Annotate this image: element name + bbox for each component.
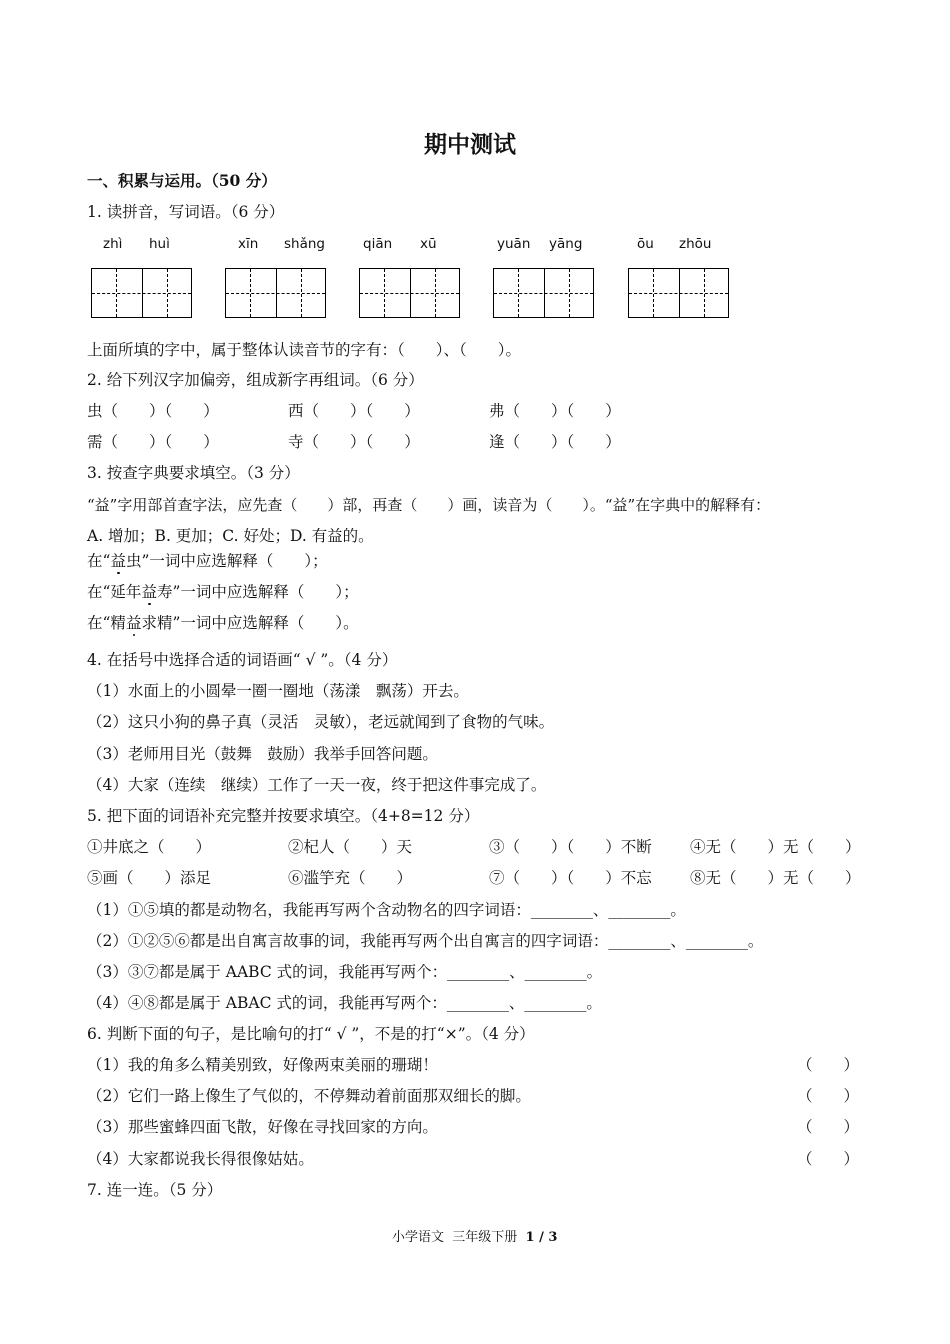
question-4-item: （4）大家（连续 继续）工作了一天一夜，终于把这件事完成了。 bbox=[87, 776, 547, 794]
section-heading: 一、积累与运用。（50 分） bbox=[87, 171, 277, 190]
question-5-item: （1）①⑤填的都是动物名，我能再写两个含动物名的四字词语：________、________。 bbox=[87, 901, 686, 919]
idiom-item: ③（ ）（ ）不断 bbox=[489, 838, 652, 856]
question-2-heading: 2. 给下列汉字加偏旁，组成新字再组词。（6 分） bbox=[87, 371, 424, 389]
question-7-heading: 7. 连一连。（5 分） bbox=[87, 1181, 223, 1199]
radical-item: 弗（ ）（ ） bbox=[489, 402, 621, 420]
page-title: 期中测试 bbox=[424, 131, 516, 158]
question-5-heading: 5. 把下面的词语补充完整并按要求填空。（4+8=12 分） bbox=[87, 807, 480, 825]
answer-blank[interactable]: （ ） bbox=[797, 1118, 860, 1136]
question-5-item: （3）③⑦都是属于 AABC 式的词，我能再写两个：________、________。 bbox=[87, 963, 603, 981]
question-3-line: 在“益虫”一词中应选解释（ ）； bbox=[87, 552, 328, 570]
question-1-followup: 上面所填的字中，属于整体认读音节的字有：（ ）、（ ）。 bbox=[87, 341, 522, 359]
radical-item: 寺（ ）（ ） bbox=[288, 433, 420, 451]
answer-blank[interactable]: （ ） bbox=[797, 1150, 860, 1168]
idiom-item: ⑧无（ ）无（ ） bbox=[690, 869, 861, 887]
pinyin-label: xīn bbox=[238, 236, 259, 252]
question-6-item: （1）我的角多么精美别致，好像两束美丽的珊瑚！ bbox=[87, 1056, 438, 1074]
question-4-item: （1）水面上的小圆晕一圈一圈地（荡漾 飘荡）开去。 bbox=[87, 682, 469, 700]
pinyin-label: xū bbox=[420, 236, 437, 252]
question-3-line: A. 增加；B. 更加；C. 好处；D. 有益的。 bbox=[87, 527, 374, 545]
page-footer bbox=[392, 1226, 557, 1245]
question-5-item: （2）①②⑤⑥都是出自寓言故事的词，我能再写两个出自寓言的四字词语：________、________。 bbox=[87, 932, 764, 950]
answer-blank[interactable]: （ ） bbox=[797, 1056, 860, 1074]
idiom-item: ④无（ ）无（ ） bbox=[690, 838, 861, 856]
radical-item: 逢（ ）（ ） bbox=[489, 433, 621, 451]
question-3-line: 在“延年益寿”一词中应选解释（ ）； bbox=[87, 583, 359, 601]
question-3-line: 在“精益求精”一词中应选解释（ ）。 bbox=[87, 614, 359, 632]
pinyin-label: zhōu bbox=[679, 236, 712, 252]
question-3-line: “益”字用部首查字法，应先查（ ）部，再查（ ）画，读音为（ ）。“益”在字典中的解释有： bbox=[87, 496, 771, 514]
pinyin-label: ōu bbox=[637, 236, 654, 252]
question-1-heading: 1. 读拼音，写词语。（6 分） bbox=[87, 203, 285, 221]
question-4-heading: 4. 在括号中选择合适的词语画“ √ ”。（4 分） bbox=[87, 651, 398, 669]
question-6-item: （2）它们一路上像生了气似的，不停舞动着前面那双细长的脚。 bbox=[87, 1087, 531, 1105]
pinyin-label: zhì bbox=[103, 236, 123, 252]
idiom-item: ⑤画（ ）添足 bbox=[87, 869, 212, 887]
footer-page-number: 1 / 3 bbox=[525, 1230, 558, 1245]
writing-grid[interactable] bbox=[628, 268, 729, 318]
pinyin-label: yuān bbox=[497, 236, 531, 252]
idiom-item: ⑥滥竽充（ ） bbox=[288, 869, 413, 887]
idiom-item: ②杞人（ ）天 bbox=[288, 838, 413, 856]
pinyin-label: qiān bbox=[363, 236, 393, 252]
question-6-heading: 6. 判断下面的句子，是比喻句的打“ √ ”，不是的打“×”。（4 分） bbox=[87, 1025, 535, 1043]
question-6-item: （3）那些蜜蜂四面飞散，好像在寻找回家的方向。 bbox=[87, 1118, 438, 1136]
idiom-item: ①井底之（ ） bbox=[87, 838, 212, 856]
answer-blank[interactable]: （ ） bbox=[797, 1087, 860, 1105]
writing-grid[interactable] bbox=[359, 268, 460, 318]
pinyin-label: huì bbox=[149, 236, 170, 252]
footer-course: 小学语文 三年级下册 bbox=[392, 1230, 526, 1245]
writing-grid[interactable] bbox=[493, 268, 594, 318]
radical-item: 虫（ ）（ ） bbox=[87, 402, 219, 420]
idiom-item: ⑦（ ）（ ）不忘 bbox=[489, 869, 652, 887]
writing-grid[interactable] bbox=[91, 268, 192, 318]
radical-item: 需（ ）（ ） bbox=[87, 433, 219, 451]
writing-grid[interactable] bbox=[225, 268, 326, 318]
pinyin-label: yāng bbox=[549, 236, 583, 252]
question-4-item: （2）这只小狗的鼻子真（灵活 灵敏），老远就闻到了食物的气味。 bbox=[87, 713, 555, 731]
question-4-item: （3）老师用目光（鼓舞 鼓励）我举手回答问题。 bbox=[87, 745, 438, 763]
question-3-heading: 3. 按查字典要求填空。（3 分） bbox=[87, 464, 300, 482]
question-6-item: （4）大家都说我长得很像姑姑。 bbox=[87, 1150, 314, 1168]
question-5-item: （4）④⑧都是属于 ABAC 式的词，我能再写两个：________、________。 bbox=[87, 994, 602, 1012]
radical-item: 西（ ）（ ） bbox=[288, 402, 420, 420]
pinyin-label: shǎng bbox=[284, 236, 325, 252]
